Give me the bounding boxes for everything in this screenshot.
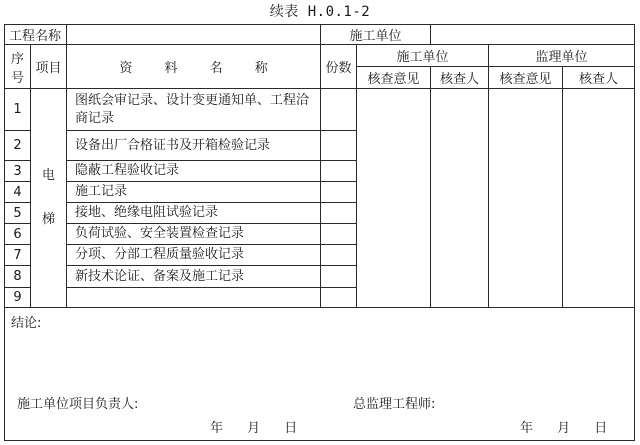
construction-checker-header: 核查人 — [431, 67, 489, 89]
copies-cell[interactable] — [321, 131, 357, 161]
copies-cell[interactable] — [321, 161, 357, 182]
document-name: 接地、绝缘电阻试验记录 — [67, 203, 321, 224]
supervision-signer-label: 总监理工程师: — [353, 397, 436, 412]
construction-date: 年 月 日 — [210, 421, 298, 436]
row-number: 7 — [5, 245, 31, 266]
supervision-check-opinion-header: 核查意见 — [489, 67, 563, 89]
document-name — [67, 288, 321, 308]
row-number: 1 — [5, 89, 31, 131]
seq-header: 序号 — [5, 45, 31, 89]
row-number: 8 — [5, 266, 31, 288]
document-name: 新技术论证、备案及施工记录 — [67, 266, 321, 288]
project-name-field[interactable] — [67, 25, 321, 45]
conclusion-label: 结论: — [11, 316, 42, 331]
copies-cell[interactable] — [321, 266, 357, 288]
copies-cell[interactable] — [321, 89, 357, 131]
copies-cell[interactable] — [321, 224, 357, 245]
row-number: 5 — [5, 203, 31, 224]
copies-cell[interactable] — [321, 288, 357, 308]
supervision-checker-cell[interactable] — [563, 89, 635, 308]
supervision-unit-header: 监理单位 — [489, 45, 635, 67]
document-name: 分项、分部工程质量验收记录 — [67, 245, 321, 266]
copies-header: 份数 — [321, 45, 357, 89]
document-name: 隐蔽工程验收记录 — [67, 161, 321, 182]
docs-header: 资 料 名 称 — [67, 45, 321, 89]
row-number: 9 — [5, 288, 31, 308]
item-header: 项目 — [31, 45, 67, 89]
project-name-label: 工程名称 — [5, 25, 67, 45]
row-number: 3 — [5, 161, 31, 182]
supervision-date: 年 月 日 — [520, 421, 608, 436]
construction-checker-cell[interactable] — [431, 89, 489, 308]
construction-unit-label: 施工单位 — [321, 25, 431, 45]
supervision-opinion-cell[interactable] — [489, 89, 563, 308]
document-name: 设备出厂合格证书及开箱检验记录 — [67, 131, 321, 161]
form-title: 续表 H.0.1-2 — [269, 4, 371, 20]
copies-cell[interactable] — [321, 182, 357, 203]
conclusion-area[interactable] — [5, 308, 635, 441]
construction-check-opinion-header: 核查意见 — [357, 67, 431, 89]
construction-opinion-cell[interactable] — [357, 89, 431, 308]
row-number: 6 — [5, 224, 31, 245]
inspection-table — [4, 24, 635, 441]
category-label: 电 梯 — [42, 168, 56, 227]
copies-cell[interactable] — [321, 245, 357, 266]
category-cell — [31, 89, 67, 308]
copies-cell[interactable] — [321, 203, 357, 224]
construction-unit-field[interactable] — [431, 25, 635, 45]
document-name: 图纸会审记录、设计变更通知单、工程洽商记录 — [67, 89, 321, 131]
document-name: 施工记录 — [67, 182, 321, 203]
document-name: 负荷试验、安全装置检查记录 — [67, 224, 321, 245]
table-row — [5, 89, 635, 131]
construction-unit-header: 施工单位 — [357, 45, 489, 67]
row-number: 4 — [5, 182, 31, 203]
construction-signer-label: 施工单位项目负责人: — [17, 397, 139, 412]
supervision-checker-header: 核查人 — [563, 67, 635, 89]
row-number: 2 — [5, 131, 31, 161]
